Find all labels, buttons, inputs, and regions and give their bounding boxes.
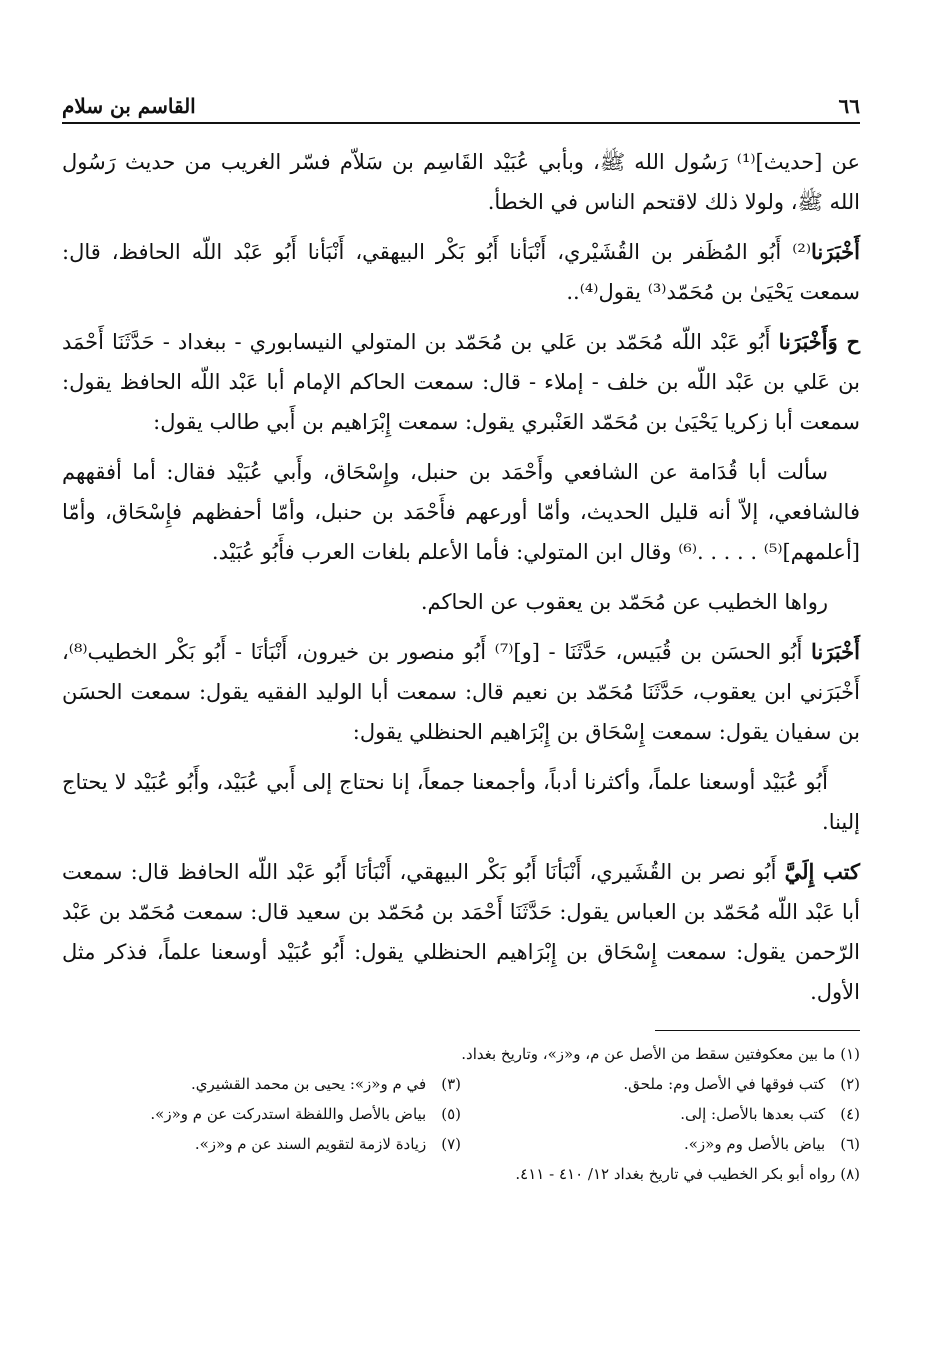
page-number: ٦٦ (838, 94, 860, 118)
isnad-lead: كتب إِلَيَّ (784, 859, 861, 884)
footnote-divider (655, 1030, 860, 1031)
paragraph: عن [حديث]⁽¹⁾ رَسُول الله ﷺ، وبأبي عُبَيْد القَاسِم بن سَلاّم فسّر الغريب من حديث رَسُول الله ﷺ، ولولا ذلك لاقتحم الناس في الخطأ. (62, 150, 860, 214)
footnotes (62, 1039, 860, 1189)
paragraph: رواها الخطيب عن مُحَمّد بن يعقوب عن الحاكم. (420, 590, 828, 614)
isnad-lead: ح وَأَخْبَرَنا (778, 329, 861, 354)
footnote: (٦) بياض بالأصل وم و«ز». (683, 1135, 860, 1153)
footnote-row (62, 1069, 860, 1099)
footnote: (٢) كتب فوقها في الأصل وم: ملحق. (623, 1075, 860, 1093)
paragraph: أَخْبَرَنا⁽²⁾ أَبُو المُظَفر بن القُشَيْري، أَنْبَأنا أَبُو بَكْر البيهقي، أَنْبَأنا أَبُو عَبْد اللّه الحافظ، قال: سمعت يَحْيَىٰ بن مُحَمّد⁽³⁾ يقول⁽⁴⁾.. (62, 239, 860, 304)
paragraph: سألت أبا قُدَامة عن الشافعي وأَحْمَد بن حنبل، وإِسْحَاق، وأَبي عُبَيْد فقال: أما أفقههم فالشافعي، إلاّ أنه قليل الحديث، وأمّا أورعهم فأَحْمَد بن حنبل، وأمّا أحفظهم فإِسْحَاق، وأمّا [أعلمهم]⁽⁵⁾ . . . . .⁽⁶⁾ وقال ابن المتولي: فأما الأعلم بلغات العرب فأَبُو عُبَيْد. (62, 460, 860, 564)
paragraph: أَخْبَرَنا أَبُو الحسَن بن قُبَيس، حَدَّثَنَا - [و]⁽⁷⁾ أَبُو منصور بن خيرون، أَنْبَأنَا - أَبُو بَكْر الخطيب⁽⁸⁾، أَخْبَرَني ابن يعقوب، حَدَّثَنَا مُحَمّد بن نعيم قال: سمعت أبا الوليد الفقيه يقول: سمعت الحسَن بن سفيان يقول: سمعت إِسْحَاق بن إِبْرَاهيم الحنظلي يقول: (62, 639, 860, 744)
footnote: (٣) في م و«ز»: يحيى بن محمد القشيري. (190, 1075, 461, 1093)
footnote: (٥) بياض بالأصل واللفظة استدركت عن م و«ز». (150, 1105, 461, 1123)
footnote-row (62, 1129, 860, 1159)
isnad-lead: أَخْبَرَنا (811, 639, 860, 664)
paragraph: كتب إِلَيَّ أَبُو نصر بن القُشَيري، أَنْبَأنَا أَبُو بَكْر البيهقي، أَنْبَأنَا أَبُو عَبْد اللّه الحافظ قال: سمعت أبا عَبْد اللّه مُحَمّد بن العباس يقول: حَدَّثَنَا أَحْمَد بن مُحَمّد بن سعيد قال: سمعت مُحَمّد بن عَبْد الرّحمن يقول: سمعت إِسْحَاق بن إِبْرَاهيم الحنظلي يقول: أَبُو عُبَيْد أوسعنا علماً، فذكر مثل الأول. (62, 859, 861, 1004)
isnad-lead: أَخْبَرَنا (811, 239, 860, 264)
book-page (62, 78, 860, 1189)
footnote: (٤) كتب بعدها بالأصل: إلى. (680, 1105, 860, 1123)
footnote: (٧) زيادة لازمة لتقويم السند عن م و«ز». (194, 1135, 461, 1153)
running-header (62, 78, 860, 124)
paragraph: ح وَأَخْبَرَنا أَبُو عَبْد اللّه مُحَمّد بن عَلي بن مُحَمّد بن المتولي النيسابوري - ببغداد - حَدَّثَنَا أَحْمَد بن عَلي بن عَبْد اللّه بن خلف - إملاء - قال: سمعت الحاكم الإمام أبا عَبْد اللّه الحافظ يقول: سمعت أبا زكريا يَحْيَىٰ بن مُحَمّد العَنْبري يقول: سمعت إِبْرَاهيم بن أَبي طالب يقول: (62, 329, 861, 434)
running-title: القاسم بن سلام (62, 94, 196, 118)
footnote-row (62, 1099, 860, 1129)
main-text (62, 142, 860, 1012)
paragraph: أَبُو عُبَيْد أوسعنا علماً، وأكثرنا أدباً، وأجمعنا جمعاً، إنا نحتاج إلى أَبي عُبَيْد، وأَبُو عُبَيْد لا يحتاج إلينا. (62, 770, 860, 834)
footnote: (٨) رواه أبو بكر الخطيب في تاريخ بغداد ١٢/ ٤١٠ - ٤١١. (515, 1165, 860, 1183)
footnote: (١) ما بين معكوفتين سقط من الأصل عن م، و«ز»، وتاريخ بغداد. (461, 1045, 860, 1063)
